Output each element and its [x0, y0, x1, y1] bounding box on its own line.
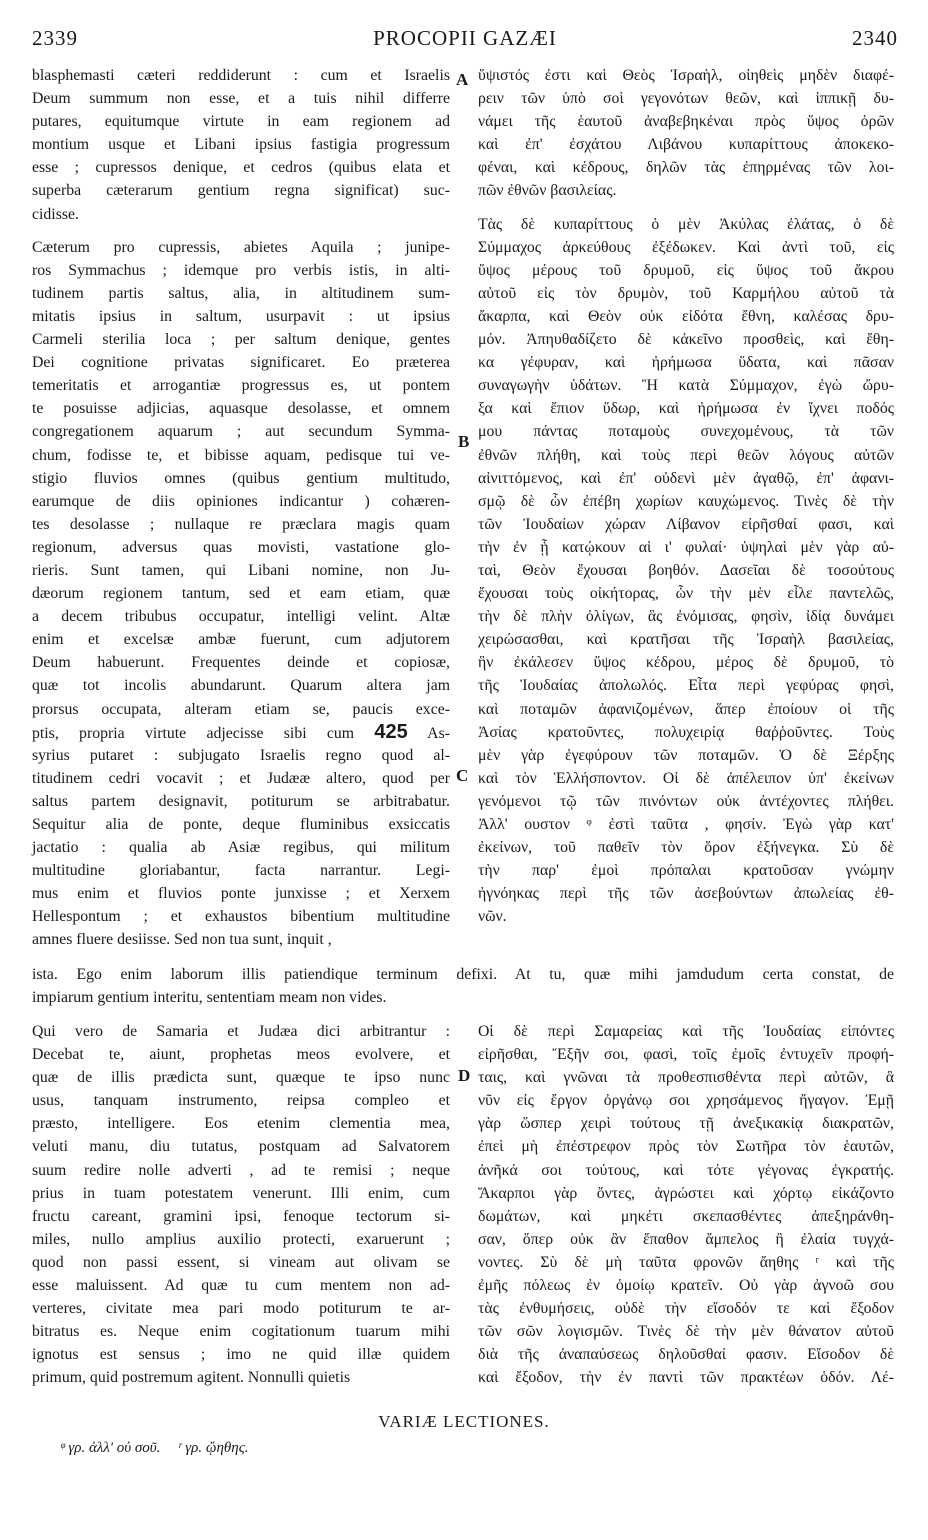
text-line: superba cæterarum gentium regna significat) suc- — [32, 182, 450, 200]
text-line: τῶν Ἰουδαίων χώραν Λίβανον εἰρῆσθαί φασι, καὶ — [478, 515, 894, 533]
running-title: PROCOPII GAZÆI — [373, 26, 557, 50]
text-line: blasphemasti cæteri reddiderunt : cum et Israelis — [32, 67, 450, 84]
text-line: ptis, propria virtute adjecisse sibi cum 425 As- — [32, 720, 450, 743]
text-line: ἔχουσαι τοὺς οἰκήτορας, ὧν τὴν μὲν εἷλε παντελῶς, — [478, 585, 894, 603]
text-line: quæ de illis prædicta sunt, quæque te ipso nunc — [32, 1069, 450, 1087]
text-line: montium usque et Libani ipsius fastigia progressum — [32, 136, 450, 154]
text-line: κα γέφυραν, καὶ ἠρήμωσα ὕδατα, καὶ πᾶσαν — [478, 354, 894, 372]
text-line: verteres, civitate mea pari modo potiturum te ar- — [32, 1300, 450, 1318]
text-line: τῆς Ἰουδαίας ἀπολωλός. Εἶτα περὶ γεφύρας φησὶ, — [478, 677, 894, 695]
running-header — [32, 26, 898, 56]
margin-marker-d: D — [458, 1066, 471, 1085]
footnotes — [60, 1440, 263, 1457]
text-line: τῶν σῶν λογισμῶν. Τινὲς δὲ τὴν μὲν θάνατον αὐτοῦ — [478, 1323, 894, 1341]
text-line: δωμάτων, καὶ μηκέτι σκεπασθέντες ἀπεξηράνθη- — [478, 1207, 894, 1225]
text-line: φέναι, καὶ κέδρους, δηλῶν τὰς ἐπηρμένας τῶν λοι- — [478, 159, 894, 177]
text-line: χειρώσασθαι, καὶ κρατῆσαι τῆς Ἰσραὴλ βασιλείας, — [478, 631, 894, 649]
text-line: esse maluissent. Ad quæ tu cum mentem non ad- — [32, 1277, 450, 1295]
text-line: Ἄκαρποι γὰρ ὄντες, ἀγρώστει καὶ χόρτῳ εἰκάζοντο — [478, 1184, 894, 1202]
text-line: γενόμενοι τῷ τῶν πινόντων οὐκ ἀντέχοντες πλήθει. — [478, 792, 894, 810]
latin-column-top — [32, 64, 450, 952]
text-line: αἰνιττόμενος, καὶ ἐπ' οὐδενὶ μὲν ἀγαθῷ, ἐπ' ἀφανι- — [478, 469, 894, 487]
text-line: ταὶ, Θεὸν ἔχουσαι βοηθόν. Δασεῖαι δὲ τοσούτους — [478, 561, 894, 579]
text-line: ἄκαρπα, καὶ Θεὸν οὐκ εἰδότα ἔθνη, καλέσας δρυ- — [478, 307, 894, 325]
text-line: saltus partem designavit, potiturum se arbitrabatur. — [32, 792, 450, 810]
variae-lectiones-heading: VARIÆ LECTIONES. — [378, 1412, 550, 1431]
column-number: 425 — [374, 720, 408, 743]
text-line: ξα καὶ ἔπιον ὕδωρ, καὶ ἠρήμωσα ἐν ἴχνει ποδός — [478, 400, 894, 418]
text-line: Cæterum pro cupressis, abietes Aquila ; junipe- — [32, 238, 450, 256]
text-line: μου πάντας ποταμοὺς συνεχομένους, τὰ τῶν — [478, 423, 894, 441]
text-line: jactatio : qualia ab Asiæ regibus, qui militum — [32, 839, 450, 857]
paragraph-gap — [478, 203, 894, 213]
text-line: primum, quid postremum agitent. Nonnulli quietis — [32, 1369, 351, 1387]
text-line: ἐθνῶν πλήθη, καὶ τοὺς περὶ θεῶν λόγους αὐτῶν — [478, 446, 894, 464]
text-line: mitatis ipsius in saltum, usurpavit : ut ipsius — [32, 307, 450, 325]
greek-column-bottom — [478, 1020, 894, 1390]
text-line: dæorum regionem tantum, sed et eam etiam, quæ — [32, 585, 450, 603]
text-line: Sequitur alia de ponte, deque fluminibus exsiccatis — [32, 816, 450, 833]
text-line: Dei cognitione privatas significaret. Eo præterea — [32, 354, 450, 372]
text-line: stigio fluvios omnes (quibus gentium multitudo, — [32, 469, 450, 487]
text-line: regionum, adversus quas movisti, vastatione glo- — [32, 538, 450, 556]
text-line: τὴν παρ' ἐμοὶ πρόπαλαι κρατοῦσαν γνώμην — [478, 862, 894, 880]
text-line: διὰ τῆς ἀναπαύσεως δηλοῦσθαί φασιν. Εἴσοδον δὲ — [478, 1346, 894, 1364]
text-line: ἐμῆς πόλεως ἐν ὁμοίῳ κρατεῖν. Οὐ γὰρ ἀγνοῶ σου — [478, 1277, 894, 1295]
text-line: νῶν. — [478, 908, 507, 926]
margin-marker-a: A — [456, 70, 469, 89]
text-line: ros Symmachus ; idemque pro verbis istis, in alti- — [32, 261, 450, 279]
text-line: ἣν ἐκάλεσεν ὕψος κέδρου, μέρος δὲ δρυμοῦ, τὸ — [478, 654, 894, 672]
text-line: αὐτοῦ εἰς τὸν δρυμὸν, τοῦ Καρμήλου αὐτοῦ τὰ — [478, 284, 894, 302]
text-line: Qui vero de Samaria et Judæa dici arbitrantur : — [32, 1023, 450, 1040]
text-line: μόν. Ἀπηυθαδίζετο δὲ κἀκεῖνο προσθεὶς, καὶ ἔθη- — [478, 331, 894, 349]
margin-marker-b: B — [458, 432, 470, 451]
spanning-line: ista. Ego enim laborum illis patiendique terminum defixi. At tu, quæ mihi jamdudum certa constat, de — [32, 966, 894, 983]
text-line: τὴν δὲ πλὴν ὀλίγων, ἃς ἐνόμισας, φησὶν, ἰδίᾳ δυνάμει — [478, 608, 894, 626]
text-line: πῶν ἐθνῶν βασιλείας. — [478, 182, 617, 200]
text-line: tes desolasse ; nullaque re præclara magis quam — [32, 515, 450, 533]
paragraph-gap — [32, 226, 450, 236]
text-line: fructu careant, gramini ipsi, fenoque tectorum si- — [32, 1207, 450, 1225]
text-line: suum redire nolle adverti , ad te remisi ; neque — [32, 1161, 450, 1179]
text-line: enim et excelsæ ambæ fuerunt, cum adjutorem — [32, 631, 450, 649]
text-line: Deum habuerunt. Frequentes deinde et copiosæ, — [32, 654, 450, 672]
text-line: ἐπεὶ μὴ ἐπέστρεφον πρὸς τὸν Σωτῆρα τὸν ἑαυτῶν, — [478, 1138, 894, 1156]
text-line: Carmeli sterilia loca ; per saltum denique, gentes — [32, 331, 450, 349]
footnote: ʳ γρ. ᾤηθης. — [178, 1440, 249, 1456]
text-line: καὶ ἔξοδον, τὴν ἐν παντὶ τῶν πρακτέων ὁδόν. Λέ- — [478, 1369, 894, 1387]
page-number-left: 2339 — [32, 26, 78, 50]
greek-column-top — [478, 64, 894, 928]
text-line: Deum summum non esse, et a tuis nihil differre — [32, 90, 450, 108]
text-line: Τὰς δὲ κυπαρίττους ὁ μὲν Ἀκύλας ἐλάτας, ὁ δὲ — [478, 215, 894, 233]
text-line: ignotus est sensus ; imo ne quid illæ quidem — [32, 1346, 450, 1364]
text-line: usus, tanquam instrumento, reipsa compleo et — [32, 1092, 450, 1110]
text-line: καὶ τὸν Ἑλλήσποντον. Οἱ δὲ ἀπέλειπον ὑπ' ἐκείνων — [478, 769, 894, 787]
text-line: νοντες. Σὺ δὲ μὴ ταῦτα φρονῶν ἄηθης ʳ καὶ τῆς — [478, 1253, 894, 1271]
text-line: tudinem partis saltus, alia, in altitudinem sum- — [32, 284, 450, 302]
text-line: chum, fodisse te, et bibisse aquam, pedisque tui ve- — [32, 446, 450, 464]
text-line: καὶ ἐπ' ἐσχάτου Λιβάνου κυπαρίττους ἀποκεκο- — [478, 136, 894, 154]
text-line: rieris. Sunt tamen, qui Libani nomine, non Ju- — [32, 561, 450, 579]
text-line: Hellespontum ; et exhaustos bibentium multitudine — [32, 908, 450, 926]
text-line: a decem tribubus occupatur, intelligi velint. Altæ — [32, 608, 450, 626]
text-line: multitudine gloriabantur, facta narrantur. Legi- — [32, 862, 450, 880]
text-line: præsto, intelligere. Eos etenim clementia mea, — [32, 1115, 450, 1133]
spanning-line: impiarum gentium interitu, sententiam meam non vides. — [32, 989, 387, 1006]
text-line: prius in tuam potestatem venerunt. Illi enim, cum — [32, 1184, 450, 1202]
text-line: μὲν γὰρ ἐγεφύρουν τῶν ποταμῶν. Ὁ δὲ Ξέρξης — [478, 746, 894, 764]
text-line: Ἀλλ' ουστον ᵠ ἐστὶ ταῦτα , φησίν. Ἐγὼ γὰρ κατ' — [478, 816, 894, 833]
text-line: putares, equitumque virtute in eam regionem ad — [32, 113, 450, 131]
text-line: temeritatis et arrogantiæ progressus es, ut pontem — [32, 377, 450, 395]
text-line: ὕψιστός ἐστι καὶ Θεὸς Ἰσραὴλ, οἰηθεὶς μηδὲν διαφέ- — [478, 67, 894, 84]
text-line: quæ tot incolis abundarunt. Quarum altera jam — [32, 677, 450, 695]
text-line: cidisse. — [32, 205, 79, 223]
text-line: εἰρῆσθαι, Ἔξῆν σοι, φασὶ, τοῖς ἐμοῖς ἐντυχεῖν προφή- — [478, 1046, 894, 1064]
text-line: esse ; cupressos denique, et cedros (quibus elata et — [32, 159, 450, 177]
text-line: Ἀσίας κρατοῦντες, πολυχειρίᾳ θαῤῥοῦντες. Τοὺς — [478, 723, 894, 741]
latin-column-bottom — [32, 1020, 450, 1390]
text-line: ἠγνόηκας περὶ τῆς τῶν ἀσεβούντων ἀπωλείας ἐθ- — [478, 885, 894, 903]
text-line: Decebat te, aiunt, prophetas meos evolvere, et — [32, 1046, 450, 1064]
text-line: bitratus es. Neque enim cogitationum tuarum mihi — [32, 1323, 450, 1341]
page-number-right: 2340 — [852, 26, 898, 50]
text-line: syrius putaret : subjugato Israelis regno quod al- — [32, 746, 450, 764]
text-line: νάμει τῆς ἑαυτοῦ ἀναβεβηκέναι πρὸς ὕψος ὀρῶν — [478, 113, 894, 131]
margin-marker-c: C — [456, 766, 469, 785]
text-line: amnes fluere desiisse. Sed non tua sunt, inquit , — [32, 931, 332, 949]
text-line: τὰς ἐνθυμήσεις, οὐδὲ τὴν εἴσοδόν τε καὶ ἔξοδον — [478, 1300, 894, 1318]
text-line: prorsus occupata, alteram etiam se, paucis exce- — [32, 700, 450, 718]
text-line: earumque de diis opiniones indicantur ) cohæren- — [32, 492, 450, 510]
text-line: συναγωγὴν ὑδάτων. Ἢ κατὰ Σύμμαχον, ἐγὼ ὤρυ- — [478, 377, 894, 395]
text-line: ὕψος μέρους τοῦ δρυμοῦ, εἰς ὕψος τοῦ ἄκρου — [478, 261, 894, 279]
text-line: te posuisse adjicias, aquasque desolasse, et omnem — [32, 400, 450, 418]
text-line: γὰρ ὥσπερ χειρὶ τούτους τῇ ἀνεξικακίᾳ διακρατῶν, — [478, 1115, 894, 1133]
text-line: Σύμμαχος ἀρκεύθους ἐξέδωκεν. Καὶ ἀντὶ τοῦ, εἰς — [478, 238, 894, 256]
text-line: congregationem aquarum ; aut secundum Symma- — [32, 423, 450, 441]
text-line: ταις, καὶ γνῶναι τὰ προθεσπισθέντα περὶ αὐτῶν, ἃ — [478, 1069, 894, 1087]
text-line: mus enim et fluvios ponte junxisse ; et Xerxem — [32, 885, 450, 903]
text-line: νῦν εἰς ἔργον ὀργάνῳ σοι χρησάμενος ἤγαγον. Ἐμῇ — [478, 1092, 894, 1110]
text-line: σμῷ δὲ ὧν ἐπέβη χωρίων καυχώμενος. Τινὲς δὲ τὴν — [478, 492, 894, 510]
text-line: titudinem cedri vocavit ; et Judææ altero, quod per — [32, 769, 450, 787]
text-line: Οἱ δὲ περὶ Σαμαρείας καὶ τῆς Ἰουδαίας εἰπόντες — [478, 1023, 894, 1040]
text-line: veluti manu, diu tutatus, postquam ad Salvatorem — [32, 1138, 450, 1156]
text-line: miles, nullo amplius auxilio protecti, exaruerunt ; — [32, 1230, 450, 1248]
text-line: σαν, ὅπερ οὐκ ἂν ἔπαθον ἄμπελος ἢ ἐλαία τυγχά- — [478, 1230, 894, 1248]
footnote: ᵠ γρ. ἀλλ' οὐ σοῦ. — [60, 1440, 161, 1456]
text-line: τὴν ἐν ᾗ κατῴκουν αἱ ι' φυλαί· ὑψηλαὶ μὲν γὰρ αὐ- — [478, 538, 894, 556]
text-line: quod non passi essent, si vineam aut olivam se — [32, 1253, 450, 1271]
text-line: καὶ ποταμῶν ἀφανιζομένων, ἅπερ ἐποίουν οἱ τῆς — [478, 700, 894, 718]
text-line: ἀνῆκά σοι τούτους, καὶ τότε γέγονας ἐγκρατής. — [478, 1161, 894, 1179]
text-line: ἐκείνων, τοῦ παθεῖν τὸν ὅρον ἐξήνεγκα. Σὺ δὲ — [478, 839, 894, 857]
text-line: ρειν τῶν ὑπὸ σοὶ γεγονότων θεῶν, καὶ ἱππικῇ δυ- — [478, 90, 894, 108]
